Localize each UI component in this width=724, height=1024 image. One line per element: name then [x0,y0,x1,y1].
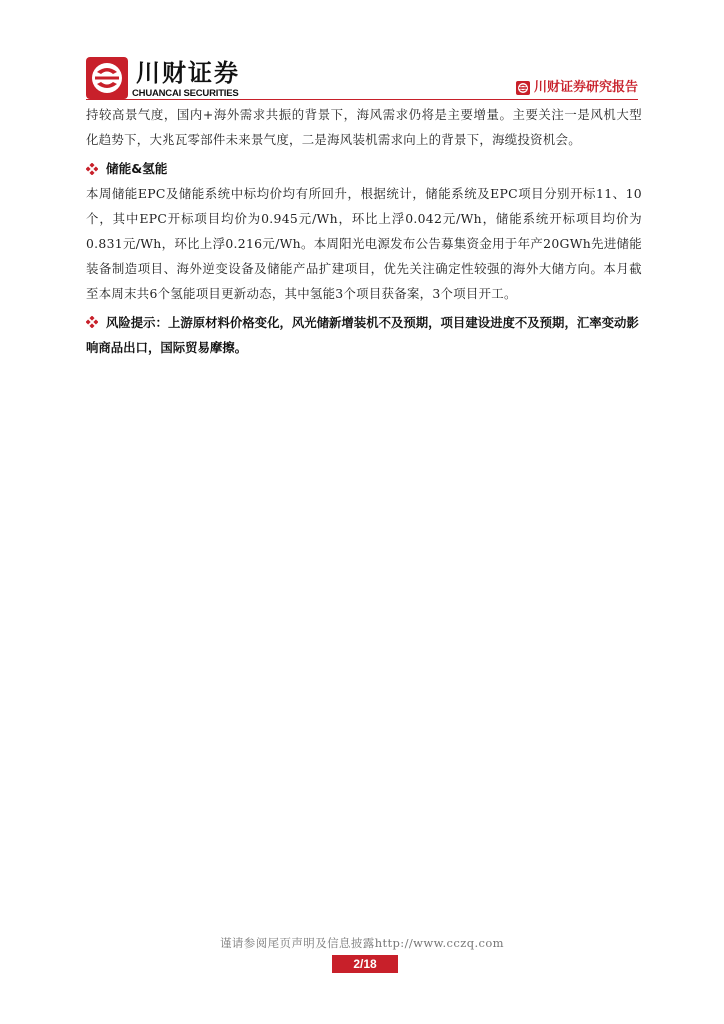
report-label [516,80,638,96]
intro-paragraph: 持较高景气度，国内+海外需求共振的背景下，海风需求仍将是主要增量。主要关注一是风机大型化趋势下，大兆瓦零部件未来景气度，二是海风装机需求向上的背景下，海缆投资机会。 [86,107,642,147]
logo-text-en: CHUANCAI SECURITIES [132,88,239,99]
risk-note [86,310,642,360]
page-header [0,0,724,100]
risk-text: 风险提示：上游原材料价格变化，风光储新增装机不及预期，项目建设进度不及预期，汇率变动影响商品出口，国际贸易摩擦。 [86,315,639,355]
section-heading [86,156,642,181]
diamond-bullet-icon [86,316,98,328]
page-number: 2/18 [332,955,398,973]
footer-disclaimer: 谨请参阅尾页声明及信息披露http://www.cczq.com [220,936,504,950]
main-content [86,102,642,360]
chuancai-logo-icon [86,57,128,99]
chuancai-mini-logo-icon [516,81,530,95]
header-divider [86,99,638,100]
logo-text-cn: 川财证券 [136,59,240,87]
section-paragraph: 本周储能EPC及储能系统中标均价均有所回升，根据统计，储能系统及EPC项目分别开标11、10个，其中EPC开标项目均价为0.945元/Wh，环比上浮0.042元/Wh，储能系统开标项目均价为0.831元/Wh，环比上浮0.216元/Wh。本周阳光电源发布公告募集资金用于年产20GWh先进储能装备制造项目、海外逆变设备及储能产品扩建项目，优先关注确定性较强的海外大储方向。本月截至本周末共6个氢能项目更新动态，其中氢能3个项目获备案，3个项目开工。 [86,186,642,301]
section-heading-text: 储能&氢能 [106,161,168,176]
report-label-text: 川财证券研究报告 [533,80,638,95]
diamond-bullet-icon [86,163,98,175]
